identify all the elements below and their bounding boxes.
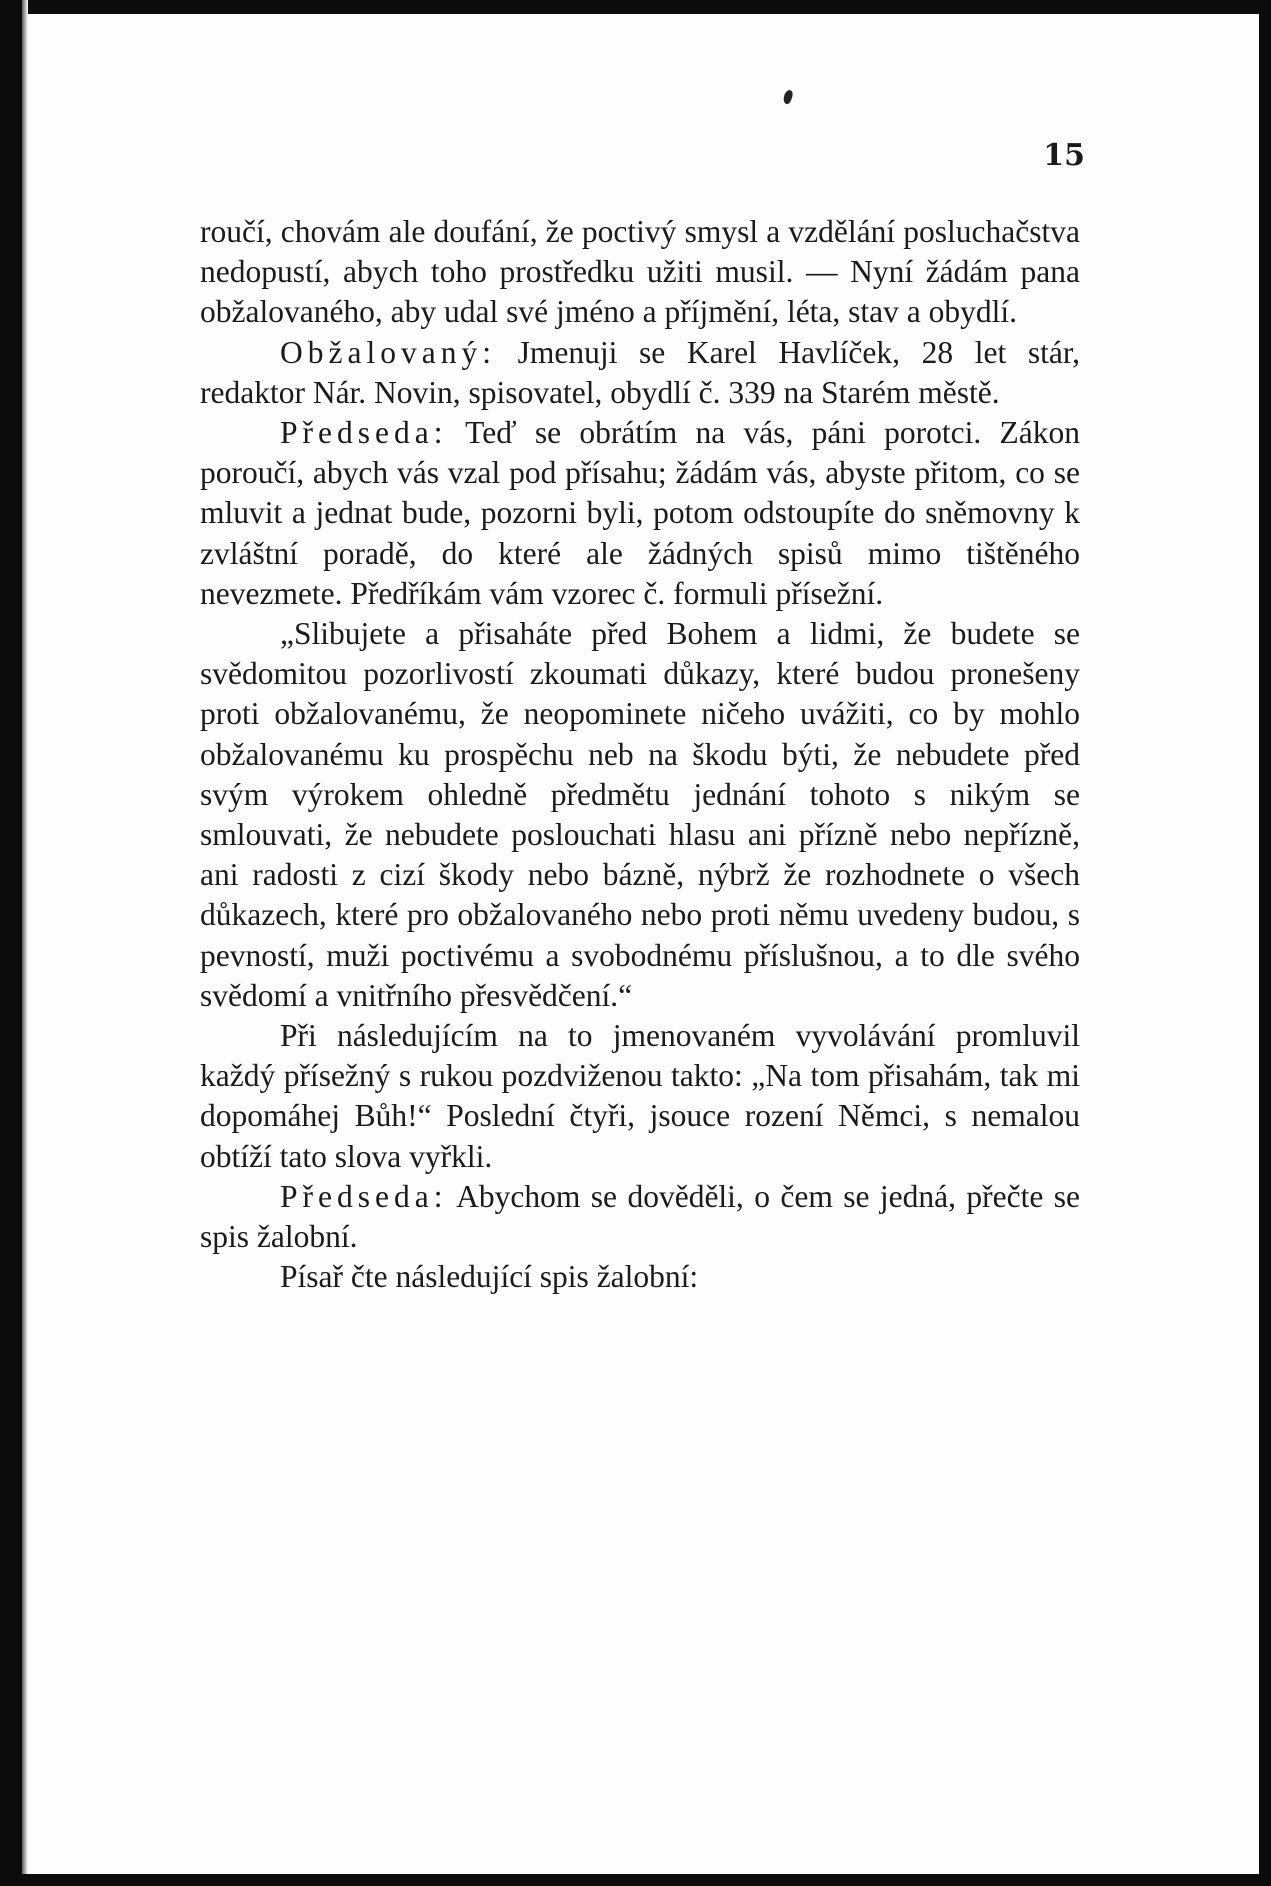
speaker-label: Předseda: xyxy=(280,415,448,451)
ink-speck xyxy=(782,89,794,105)
paragraph-text: Písař čte následující spis žalobní: xyxy=(280,1259,699,1295)
paragraph xyxy=(200,1016,1080,1177)
paragraph xyxy=(200,614,1080,1016)
body-text xyxy=(200,212,1080,1297)
paragraph xyxy=(200,413,1080,614)
paragraph-text: Teď se obrátím na vás, páni porotci. Zákon poroučí, abych vás vzal pod přísahu; žádám vás, abyste přitom, co se mluvit a jednat bude, pozorni byli, potom odstoupíte do sněmovny k zvláštní poradě, do které ale žádných spisů mimo tištěného nevezmete. Předříkám vám vzorec č. formuli přísežní. xyxy=(200,415,1080,611)
page-gutter-shadow xyxy=(22,0,28,1886)
paragraph-text: Abychom se dověděli, o čem se jedná, přečte se spis žalobní. xyxy=(200,1178,1081,1255)
scan-border-left xyxy=(0,0,22,1886)
paragraph-text: roučí, chovám ale doufání, že poctivý smysl a vzdělání posluchačstva nedopustí, abych toho prostředku užiti musil. — Nyní žádám pana obžalovaného, aby udal své jméno a příjmění, léta, stav a obydlí. xyxy=(200,214,1080,330)
paragraph xyxy=(200,212,1080,333)
page-number: 15 xyxy=(1043,138,1085,173)
speaker-label: Obžalovaný: xyxy=(280,334,496,370)
speaker-label: Předseda: xyxy=(280,1178,448,1214)
scan-border-right xyxy=(1259,0,1271,1886)
scan-border-bottom xyxy=(0,1874,1271,1886)
paragraph-text: Jmenuji se Karel Havlíček, 28 let stár, redaktor Nár. Novin, spisovatel, obydlí č. 339 na Starém městě. xyxy=(200,334,1080,410)
paragraph xyxy=(200,1257,1080,1297)
paragraph-text: „Slibujete a přisaháte před Bohem a lidmi, že budete se svědomitou pozorlivostí zkoumati důkazy, které budou pronešeny proti obžalovanému, že neopominete ničeho uvážiti, co by mohlo obžalovanému ku prospěchu neb na škodu býti, že nebudete před svým výrokem ohledně předmětu jednání tohoto s nikým se smlouvati, že nebudete poslouchati hlasu ani přízně nebo nepřízně, ani radosti z cizí škody nebo bázně, nýbrž že rozhodnete o všech důkazech, které pro obžalovaného nebo proti němu uvedeny budou, s pevností, muži poctivému a svobodnému příslušnou, a to dle svého svědomí a vnitřního přesvědčení.“ xyxy=(200,616,1080,1013)
paragraph-text: Při následujícím na to jmenovaném vyvolávání promluvil každý přísežný s rukou pozdviženou takto: „Na tom přisahám, tak mi dopomáhej Bůh!“ Poslední čtyři, jsouce rození Němci, s nemalou obtíží tato slova vyřkli. xyxy=(200,1018,1080,1174)
paragraph xyxy=(200,1177,1080,1257)
scan-border-top xyxy=(0,0,1271,14)
paragraph xyxy=(200,333,1080,413)
